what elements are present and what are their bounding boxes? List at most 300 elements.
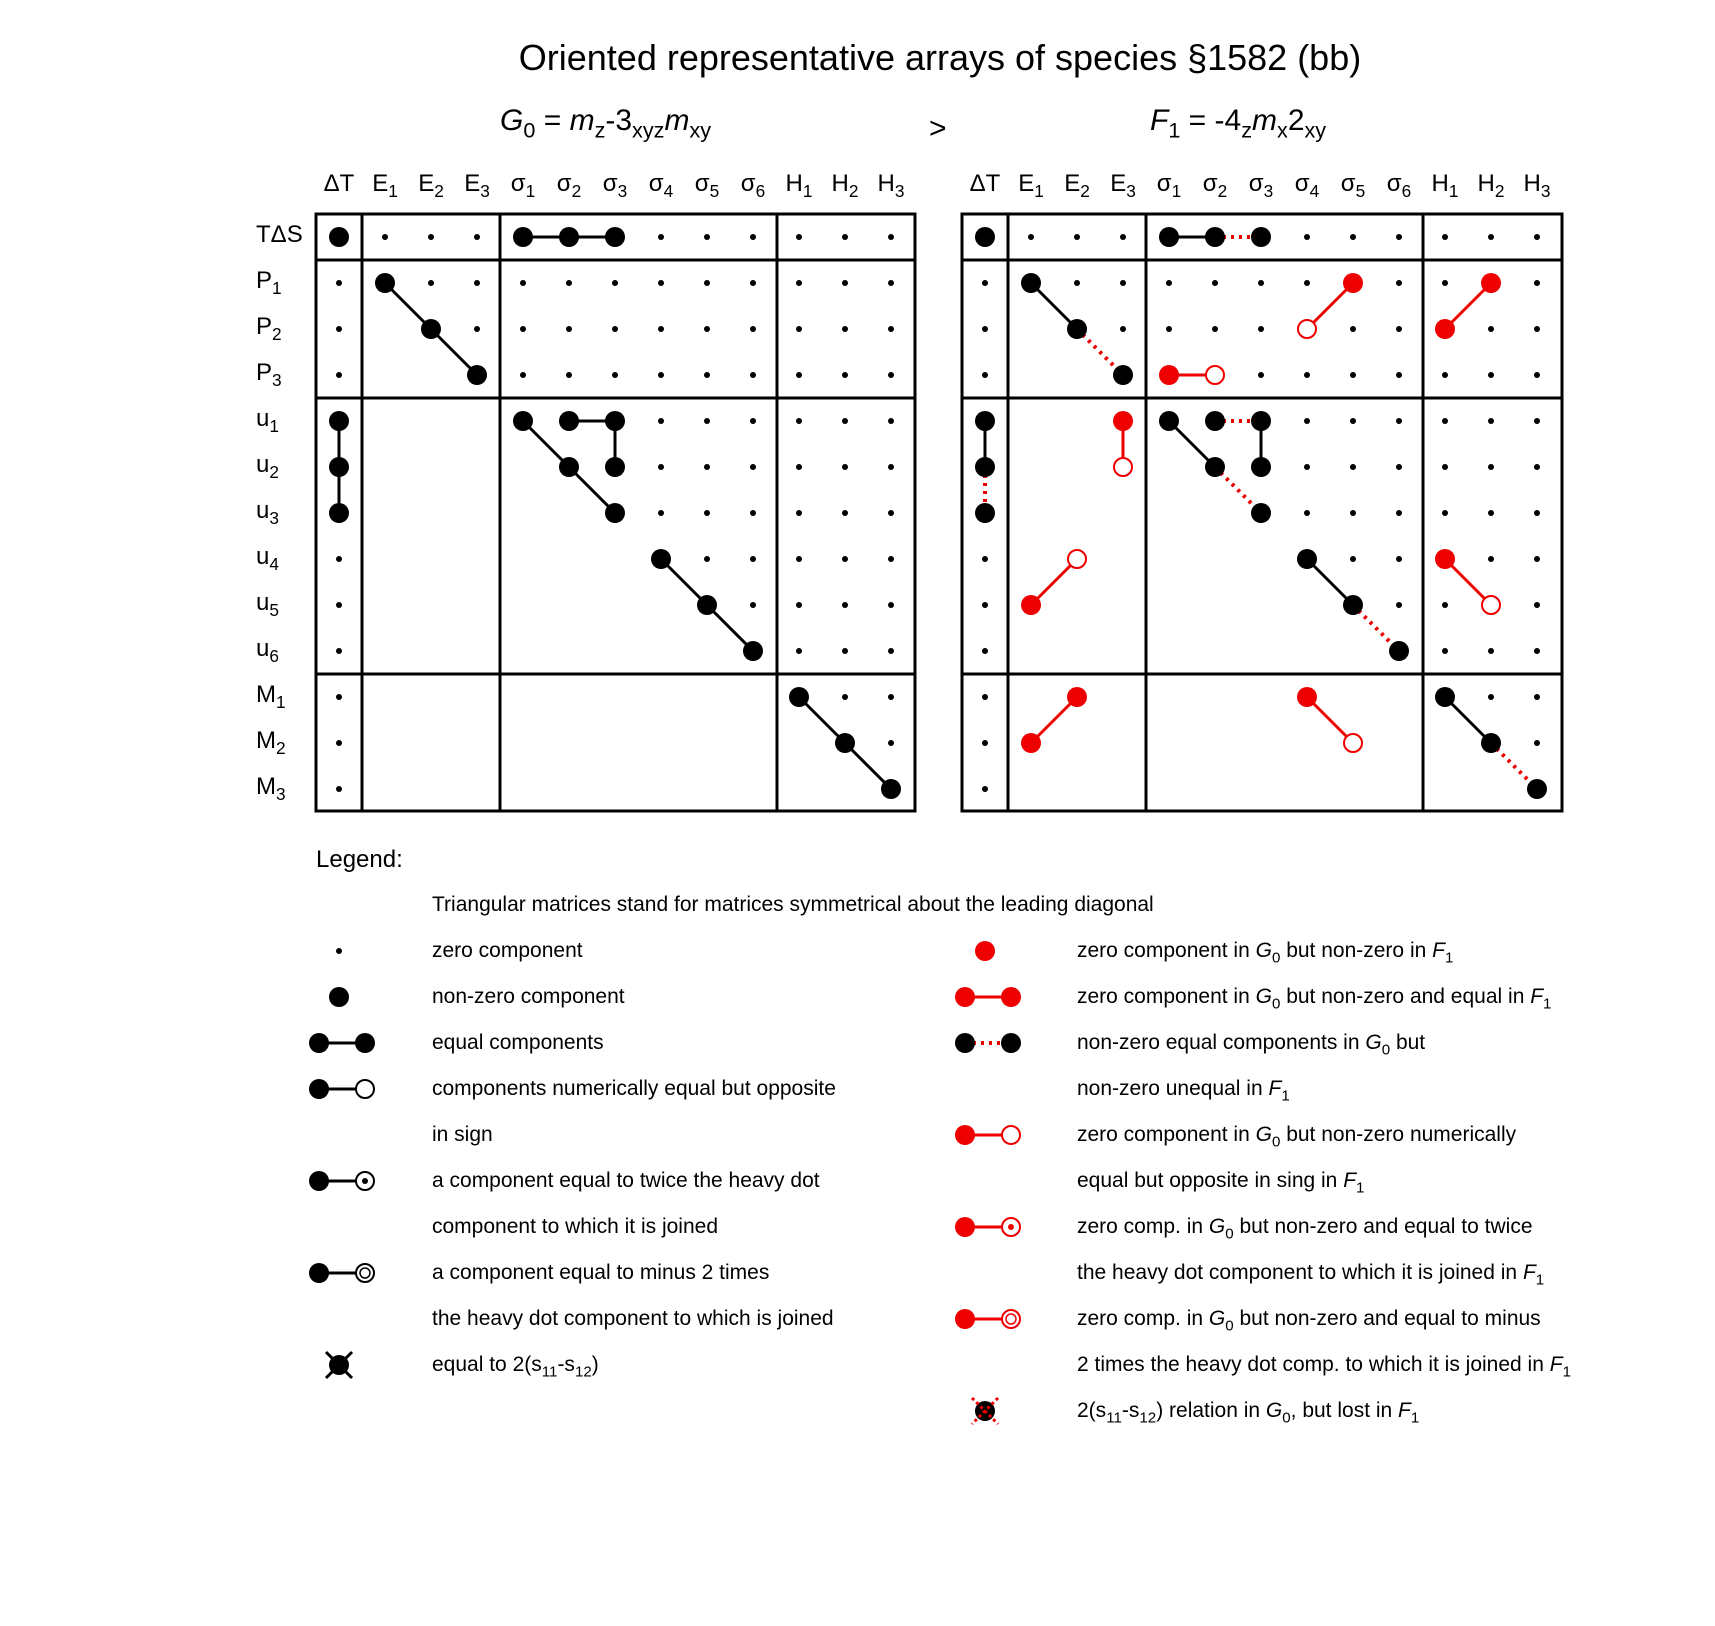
zero-dot [658,280,664,286]
legend-item-text: a component equal to twice the heavy dot [432,1169,820,1192]
zero-dot [1396,556,1402,562]
zero-dot [1442,418,1448,424]
zero-dot [658,234,664,240]
legend-item-text: zero comp. in $G_0$ but non-zero and equal to minus [1077,1307,1541,1335]
zero-dot [1534,602,1540,608]
row-label: $M_1$ [256,681,286,713]
zero-dot [796,510,802,516]
zero-dot [842,326,848,332]
pair-heavy-dot [309,1263,329,1283]
zero-dot [1212,326,1218,332]
pair-center-dot [362,1178,368,1184]
column-label: $H_3$ [1523,170,1551,202]
zero-dot [1488,418,1494,424]
zero-dot [1350,372,1356,378]
zero-dot [982,602,988,608]
heavy-dot [881,779,901,799]
open-dot [1114,458,1132,476]
zero-dot [520,372,526,378]
zero-dot [1304,234,1310,240]
heavy-dot [1021,733,1041,753]
zero-dot [842,234,848,240]
zero-dot [1350,418,1356,424]
figure-title: Oriented representative arrays of species §1582 (bb) [518,37,1362,78]
heavy-dot [513,227,533,247]
pair-heavy-dot [955,987,975,1007]
legend-item-text: zero component [432,939,583,962]
heavy-dot [421,319,441,339]
zero-dot [796,280,802,286]
zero-dot [842,280,848,286]
heavy-dot [329,411,349,431]
legend-item-text: equal to $2(s_{11}-s_{12})$ [432,1353,599,1381]
legend-heading: Legend: [316,846,403,873]
row-label: $P_2$ [256,313,282,345]
zero-dot [982,326,988,332]
zero-dot [474,280,480,286]
zero-dot [842,556,848,562]
zero-dot [566,280,572,286]
legend-item-text: a component equal to minus 2 times [432,1261,770,1284]
heavy-dot [1297,549,1317,569]
zero-dot [382,234,388,240]
zero-dot [888,740,894,746]
legend-item-text: zero component in $G_0$ but non-zero and equal in $F_1$ [1077,985,1552,1013]
zero-dot [336,694,342,700]
zero-dot [796,418,802,424]
zero-dot [750,510,756,516]
heavy-dot [697,595,717,615]
zero-dot [704,326,710,332]
zero-dot [1028,234,1034,240]
heavy-dot [1389,641,1409,661]
heavy-dot [651,549,671,569]
zero-dot [1442,234,1448,240]
heavy-dot [975,503,995,523]
zero-dot [428,280,434,286]
open-dot [1482,596,1500,614]
zero-dot [1396,372,1402,378]
zero-dot [1534,326,1540,332]
heavy-dot [1343,595,1363,615]
heavy-dot [375,273,395,293]
zero-dot [704,280,710,286]
zero-dot [842,372,848,378]
column-label: $\sigma_5$ [694,170,720,202]
zero-dot [1304,510,1310,516]
pair-heavy-dot [309,1079,329,1099]
row-label: $P_1$ [256,267,282,299]
heavy-dot [1435,549,1455,569]
heavy-dot [1435,319,1455,339]
zero-dot [1534,556,1540,562]
zero-dot [1488,694,1494,700]
legend-item-text: zero component in $G_0$ but non-zero in $F_1$ [1077,939,1454,967]
row-label: $u_4$ [256,543,279,575]
row-label: $M_2$ [256,727,286,759]
pair-open-dot [356,1080,374,1098]
column-label: $E_3$ [464,170,490,202]
zero-dot [1534,694,1540,700]
red-dot-icon [975,941,995,961]
zero-dot [1304,464,1310,470]
heavy-dot [1343,273,1363,293]
legend-item-text: the heavy dot component to which it is joined in $F_1$ [1077,1261,1545,1289]
heavy-dot [329,457,349,477]
column-label: $\sigma_4$ [1294,170,1320,202]
zero-dot [1488,510,1494,516]
zero-dot [796,464,802,470]
column-label: $\sigma_2$ [1202,170,1228,202]
zero-dot [888,648,894,654]
zero-dot [1396,418,1402,424]
column-label: $E_3$ [1110,170,1136,202]
pair-heavy-dot [955,1217,975,1237]
heavy-dot [467,365,487,385]
heavy-dot [1251,227,1271,247]
heavy-dot [1251,457,1271,477]
zero-dot [566,372,572,378]
zero-dot [1534,234,1540,240]
zero-dot [1074,280,1080,286]
zero-dot [1396,602,1402,608]
zero-dot [704,234,710,240]
heavy-dot [1021,273,1041,293]
pair-open-dot [1002,1126,1020,1144]
zero-dot [1350,556,1356,562]
legend-item-text: in sign [432,1123,493,1146]
zero-dot [658,326,664,332]
heavy-dot [1067,319,1087,339]
heavy-dot [559,227,579,247]
pair-heavy-dot [955,1309,975,1329]
zero-dot [704,510,710,516]
zero-dot [750,280,756,286]
legend-item-text: component to which it is joined [432,1215,718,1238]
column-label: $\sigma_3$ [1248,170,1274,202]
zero-dot [566,326,572,332]
heavy-dot [975,457,995,477]
heavy-dot [329,503,349,523]
zero-dot [750,464,756,470]
zero-dot [336,602,342,608]
zero-dot [750,418,756,424]
zero-dot [796,648,802,654]
row-label: $u_2$ [256,451,279,483]
zero-dot [1396,280,1402,286]
heavy-dot [605,503,625,523]
zero-dot [1166,280,1172,286]
zero-dot [1304,418,1310,424]
column-label: $E_1$ [1018,170,1044,202]
zero-dot [658,464,664,470]
zero-dot [704,556,710,562]
zero-dot [336,556,342,562]
zero-dot [1166,326,1172,332]
zero-dot [982,740,988,746]
pair-center-dot [1008,1224,1014,1230]
open-dot [1344,734,1362,752]
heavy-dot [1159,365,1179,385]
zero-dot [336,740,342,746]
zero-dot [842,418,848,424]
zero-dot [888,556,894,562]
heavy-dot [743,641,763,661]
zero-dot [982,786,988,792]
pair-heavy-dot [309,1033,329,1053]
zero-dot [1120,234,1126,240]
zero-dot [1304,372,1310,378]
heavy-dot [513,411,533,431]
column-label: $\sigma_6$ [740,170,766,202]
heavy-dot [1159,411,1179,431]
open-dot [1206,366,1224,384]
heavy-dot [329,227,349,247]
zero-dot [888,418,894,424]
heavy-dot [1159,227,1179,247]
heavy-dot [1205,411,1225,431]
zero-dot [1442,280,1448,286]
zero-dot [1488,372,1494,378]
zero-dot [1350,510,1356,516]
zero-dot [982,694,988,700]
zero-dot [704,372,710,378]
legend-note: Triangular matrices stand for matrices symmetrical about the leading diagonal [432,893,1154,916]
zero-dot [1120,326,1126,332]
heavy-dot [1067,687,1087,707]
zero-dot [842,510,848,516]
heavy-dot [1527,779,1547,799]
row-label: $P_3$ [256,359,282,391]
zero-dot [658,418,664,424]
legend-item-text: non-zero component [432,985,625,1008]
legend-item-text: components numerically equal but opposite [432,1077,836,1100]
zero-dot [888,464,894,470]
column-label: $H_1$ [1431,170,1459,202]
heavy-dot [1251,411,1271,431]
zero-dot [888,280,894,286]
heavy-dot [605,457,625,477]
zero-dot [1534,510,1540,516]
column-label: $\sigma_4$ [648,170,674,202]
zero-dot [336,280,342,286]
legend-item-text: equal components [432,1031,604,1054]
zero-dot [888,510,894,516]
pair-heavy-dot [955,1125,975,1145]
zero-dot [750,326,756,332]
heavy-dot [1205,227,1225,247]
legend-item-text: $2(s_{11}-s_{12})$ relation in $G_0$, but lost in $F_1$ [1077,1399,1420,1427]
heavy-dot [1435,687,1455,707]
zero-dot [520,326,526,332]
heavy-dot [559,411,579,431]
column-label: $H_3$ [877,170,905,202]
pair-heavy-dot [1001,987,1021,1007]
legend-item-text: non-zero equal components in $G_0$ but [1077,1031,1426,1059]
column-label: ΔT [323,170,355,197]
pair-open-dot [1002,1310,1020,1328]
column-label: $\sigma_6$ [1386,170,1412,202]
zero-dot [888,372,894,378]
heavy-dot [1205,457,1225,477]
small-dot-icon [336,948,342,954]
pair-heavy-dot [1001,1033,1021,1053]
zero-dot [336,372,342,378]
zero-dot [520,280,526,286]
zero-dot [1534,464,1540,470]
zero-dot [336,786,342,792]
heavy-dot [1481,733,1501,753]
zero-dot [658,510,664,516]
column-label: $\sigma_1$ [1156,170,1182,202]
zero-dot [888,234,894,240]
zero-dot [428,234,434,240]
zero-dot [888,602,894,608]
zero-dot [1212,280,1218,286]
zero-dot [1442,602,1448,608]
column-label: $H_2$ [1477,170,1505,202]
zero-dot [474,326,480,332]
zero-dot [1258,326,1264,332]
row-label: $u_6$ [256,635,279,667]
zero-dot [1488,326,1494,332]
pair-open-dot [356,1264,374,1282]
zero-dot [336,326,342,332]
zero-dot [1350,326,1356,332]
zero-dot [796,234,802,240]
heavy-dot [1113,365,1133,385]
heavy-dot [605,411,625,431]
zero-dot [750,372,756,378]
zero-dot [888,326,894,332]
column-label: $\sigma_3$ [602,170,628,202]
legend-item-text: equal but opposite in sing in $F_1$ [1077,1169,1365,1197]
row-label: $u_1$ [256,405,279,437]
zero-dot [1396,326,1402,332]
zero-dot [1396,510,1402,516]
zero-dot [336,648,342,654]
column-label: $E_2$ [1064,170,1090,202]
formula-left: $G_0 = m_z-3_{xyz}m_{xy}$ [500,104,712,143]
heavy-dot [789,687,809,707]
zero-dot [612,326,618,332]
heavy-dot [605,227,625,247]
zero-dot [1488,464,1494,470]
legend-item-text: zero component in $G_0$ but non-zero numerically [1077,1123,1517,1151]
heavy-dot [559,457,579,477]
zero-dot [1534,740,1540,746]
zero-dot [982,556,988,562]
column-label: $E_2$ [418,170,444,202]
legend-item-text: the heavy dot component to which is joined [432,1307,834,1330]
open-dot [1068,550,1086,568]
zero-dot [1304,280,1310,286]
heavy-dot-icon [329,987,349,1007]
heavy-dot [1481,273,1501,293]
zero-dot [796,326,802,332]
zero-dot [1534,648,1540,654]
column-label: $E_1$ [372,170,398,202]
zero-dot [842,694,848,700]
zero-dot [750,234,756,240]
heavy-dot [1021,595,1041,615]
zero-dot [1396,464,1402,470]
zero-dot [796,602,802,608]
zero-dot [1534,280,1540,286]
column-label: ΔT [969,170,1001,197]
zero-dot [1442,510,1448,516]
open-dot [1298,320,1316,338]
heavy-dot [975,411,995,431]
zero-dot [1396,234,1402,240]
heavy-dot [1297,687,1317,707]
zero-dot [1488,556,1494,562]
zero-dot [750,556,756,562]
row-label: $u_3$ [256,497,279,529]
zero-dot [842,464,848,470]
zero-dot [1258,372,1264,378]
zero-dot [474,234,480,240]
heavy-dot [1113,411,1133,431]
column-label: $\sigma_2$ [556,170,582,202]
zero-dot [750,602,756,608]
heavy-dot [1251,503,1271,523]
zero-dot [796,372,802,378]
zero-dot [1120,280,1126,286]
zero-dot [842,602,848,608]
zero-dot [982,372,988,378]
zero-dot [1350,464,1356,470]
zero-dot [1534,418,1540,424]
column-label: $\sigma_5$ [1340,170,1366,202]
zero-dot [1258,280,1264,286]
zero-dot [1442,464,1448,470]
column-label: $H_1$ [785,170,813,202]
zero-dot [842,648,848,654]
zero-dot [982,648,988,654]
pair-heavy-dot [355,1033,375,1053]
pair-heavy-dot [309,1171,329,1191]
column-label: $H_2$ [831,170,859,202]
zero-dot [1534,372,1540,378]
zero-dot [1488,234,1494,240]
row-label: $M_3$ [256,773,286,805]
zero-dot [888,694,894,700]
zero-dot [612,280,618,286]
zero-dot [796,556,802,562]
row-label: $u_5$ [256,589,279,621]
legend-item-text: 2 times the heavy dot comp. to which it is joined in $F_1$ [1077,1353,1571,1381]
zero-dot [704,418,710,424]
formula-right: $F_1 = -4_zm_x2_{xy}$ [1150,104,1327,143]
heavy-dot [835,733,855,753]
zero-dot [704,464,710,470]
zero-dot [1074,234,1080,240]
legend-item-text: non-zero unequal in $F_1$ [1077,1077,1290,1105]
zero-dot [1350,234,1356,240]
zero-dot [982,280,988,286]
legend-item-text: zero comp. in $G_0$ but non-zero and equal to twice [1077,1215,1533,1243]
comparison-symbol: > [929,112,947,145]
row-label: TΔS [256,221,303,248]
zero-dot [1442,648,1448,654]
column-label: $\sigma_1$ [510,170,536,202]
heavy-dot [975,227,995,247]
zero-dot [612,372,618,378]
zero-dot [1488,648,1494,654]
pair-heavy-dot [955,1033,975,1053]
zero-dot [1442,372,1448,378]
